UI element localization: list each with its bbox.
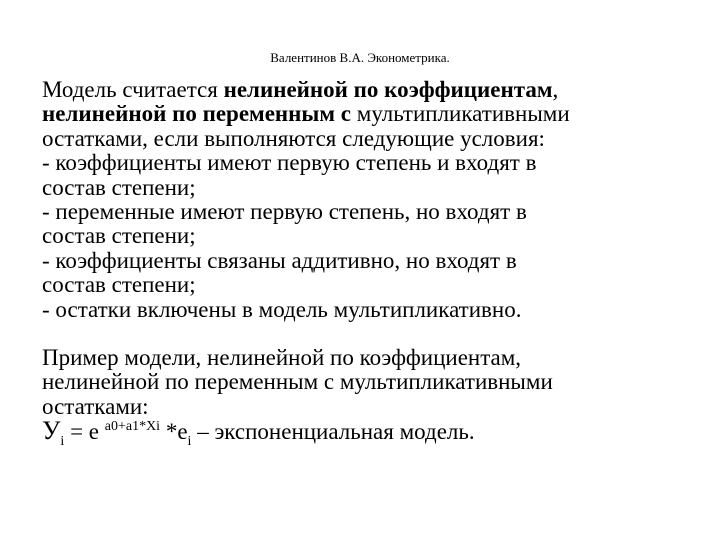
- text-line: Пример модели, нелинейной по коэффициентам,: [42, 345, 522, 371]
- condition-item: - коэффициенты имеют первую степень и входят в: [42, 150, 537, 176]
- text-line: состав степени;: [42, 223, 196, 249]
- paragraph-definition: [42, 78, 702, 322]
- condition-item: - переменные имеют первую степень, но входят в: [42, 199, 527, 225]
- formula-y: У: [42, 416, 61, 446]
- text-line: остатками, если выполняются следующие условия:: [42, 125, 545, 151]
- bold-term-variables: нелинейной по переменным с: [42, 101, 352, 127]
- text-line: нелинейной по переменным с мультипликативными: [42, 369, 553, 395]
- condition-item: - остатки включены в модель мультипликативно.: [42, 296, 522, 322]
- text-line: состав степени;: [42, 272, 196, 298]
- text-run: ,: [552, 77, 559, 102]
- formula-e-subscript: i: [187, 434, 192, 450]
- text-line: состав степени;: [42, 174, 196, 200]
- text-line: [42, 78, 702, 102]
- page-header: Валентинов В.А. Эконометрика.: [270, 50, 450, 65]
- formula-description: – экспоненциальная модель.: [191, 419, 475, 445]
- text-line: [42, 102, 702, 126]
- formula-equals-e: = е: [64, 419, 105, 445]
- bold-term-coefficients: нелинейной по коэффициентам: [223, 77, 553, 102]
- paragraph-example: [42, 346, 702, 449]
- text-run: Модель считается: [42, 77, 224, 102]
- condition-item: - коэффициенты связаны аддитивно, но входят в: [42, 247, 517, 273]
- formula-mult-e: *е: [160, 419, 188, 445]
- text-line: остатками:: [42, 393, 149, 419]
- text-run: мультипликативными: [351, 101, 570, 127]
- slide-content: [42, 78, 702, 449]
- formula-exponent: a0+a1*Xi: [104, 419, 161, 435]
- formula-y-subscript: i: [60, 434, 65, 450]
- formula-line: [42, 416, 702, 450]
